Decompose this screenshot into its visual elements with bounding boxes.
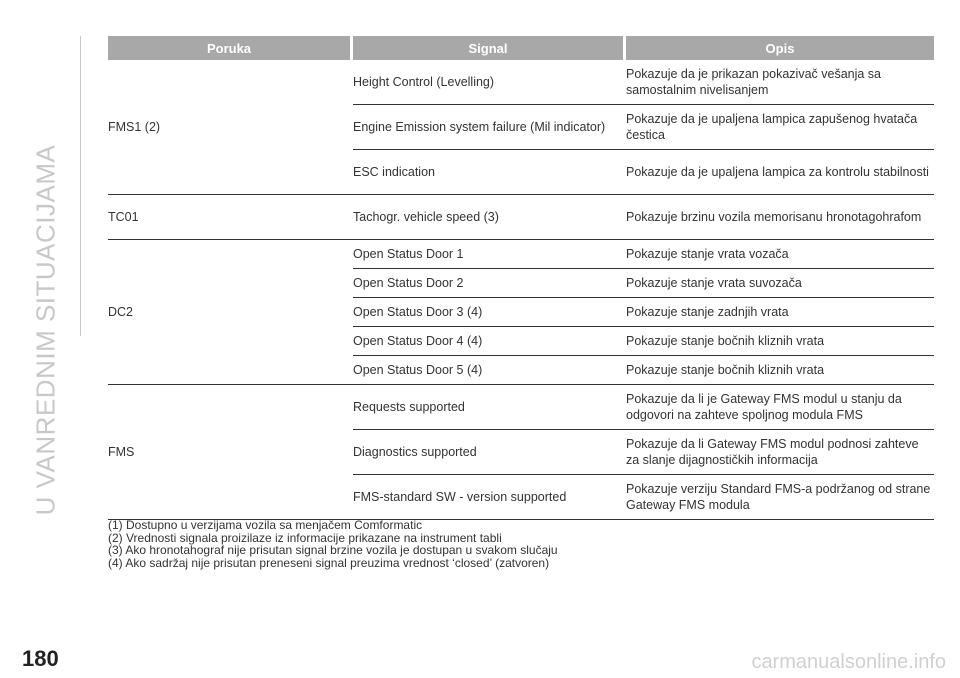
page-number: 180: [22, 646, 59, 671]
signal-cell: Diagnostics supported: [353, 445, 477, 459]
desc-cell: Pokazuje stanje zadnjih vrata: [626, 305, 789, 319]
table-row: [353, 356, 934, 384]
signal-cell: Requests supported: [353, 400, 465, 414]
table-group-tc01: [108, 195, 934, 240]
signal-cell: Open Status Door 3 (4): [353, 305, 483, 319]
footnotes: [108, 519, 558, 569]
section-divider: [80, 36, 81, 336]
table-group-dc2: [108, 240, 934, 385]
header-opis: Opis: [626, 36, 934, 60]
table-row: [353, 430, 934, 475]
table-row: [353, 269, 934, 298]
table-row: [353, 298, 934, 327]
table-row: [353, 385, 934, 430]
section-title-vertical: U VANREDNIM SITUACIJAMA: [30, 144, 61, 516]
desc-cell: Pokazuje stanje vrata vozača: [626, 247, 789, 261]
signal-cell: FMS-standard SW - version supported: [353, 490, 567, 504]
fms-signal-table: [108, 36, 934, 520]
desc-cell: Pokazuje stanje bočnih kliznih vrata: [626, 363, 825, 377]
watermark: carmanualsonline.info: [751, 651, 946, 673]
signal-cell: Open Status Door 1: [353, 247, 464, 261]
desc-cell: Pokazuje brzinu vozila memorisanu hronotagohrafom: [626, 210, 922, 224]
desc-cell: Pokazuje da je upaljena lampica za kontrolu stabilnosti: [626, 165, 929, 179]
footnote: (1) Dostupno u verzijama vozila sa menjačem Comformatic: [108, 518, 423, 532]
signal-cell: Engine Emission system failure (Mil indicator): [353, 120, 606, 134]
table-row: [353, 105, 934, 150]
group-name: DC2: [108, 305, 134, 319]
group-name: FMS: [108, 445, 135, 459]
signal-cell: Tachogr. vehicle speed (3): [353, 210, 499, 224]
table-header: [108, 36, 934, 60]
table-row: [353, 195, 934, 239]
footnote: (2) Vrednosti signala proizilaze iz informacije prikazane na instrument tabli: [108, 530, 502, 545]
table-row: [353, 240, 934, 269]
group-name: FMS1 (2): [108, 120, 161, 134]
table-row: [353, 150, 934, 194]
header-poruka: Poruka: [108, 36, 350, 60]
desc-cell: Pokazuje stanje bočnih kliznih vrata: [626, 334, 825, 348]
desc-cell: Pokazuje da je upaljena lampica zapušenog hvatača čestica: [626, 112, 918, 142]
footnote: (4) Ako sadržaj nije prisutan preneseni signal preuzima vrednost ‘closed’ (zatvoren): [108, 555, 550, 570]
group-name: TC01: [108, 210, 139, 224]
header-signal: Signal: [353, 36, 623, 60]
signal-cell: Open Status Door 4 (4): [353, 334, 483, 348]
signal-cell: Height Control (Levelling): [353, 75, 495, 89]
desc-cell: Pokazuje stanje vrata suvozača: [626, 276, 802, 290]
table-row: [353, 60, 934, 105]
footnote: (3) Ako hronotahograf nije prisutan signal brzine vozila je dostupan u svakom slučaju: [108, 543, 558, 557]
table-group-fms: [108, 385, 934, 520]
signal-cell: Open Status Door 2: [353, 276, 464, 290]
table-row: [353, 327, 934, 356]
table-group-fms1: [108, 60, 934, 195]
table-row: [353, 475, 934, 519]
signal-cell: ESC indication: [353, 165, 435, 179]
desc-cell: Pokazuje verziju Standard FMS-a podržanog od strane Gateway FMS modula: [626, 482, 931, 512]
signal-cell: Open Status Door 5 (4): [353, 363, 483, 377]
desc-cell: Pokazuje da li Gateway FMS modul podnosi zahteve za slanje dijagnostičkih informacija: [626, 437, 919, 467]
desc-cell: Pokazuje da li je Gateway FMS modul u stanju da odgovori na zahteve spoljnog modula FMS: [626, 392, 902, 422]
desc-cell: Pokazuje da je prikazan pokazivač vešanja sa samostalnim nivelisanjem: [626, 67, 882, 97]
